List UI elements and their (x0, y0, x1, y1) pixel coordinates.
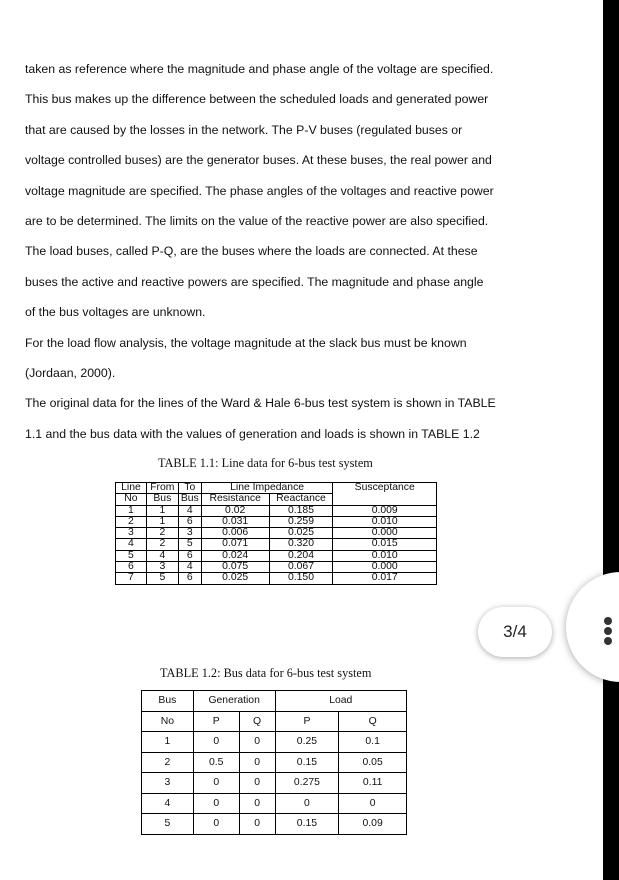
header-to: To (178, 483, 201, 494)
header-gen-p: P (193, 711, 239, 732)
table-cell: 0.15 (275, 752, 339, 773)
table-cell: 6 (178, 550, 201, 561)
text-line: are to be determined. The limits on the value of the reactive power are also specified. (25, 214, 489, 229)
header-from: From (146, 483, 178, 494)
table2-caption: TABLE 1.2: Bus data for 6-bus test system (160, 666, 372, 680)
table-cell: 0.031 (201, 516, 269, 527)
table-row (116, 539, 437, 550)
table-cell: 2 (142, 752, 194, 773)
text-line: 1.1 and the bus data with the values of generation and loads is shown in TABLE 1.2 (25, 426, 480, 441)
table-cell: 0.010 (333, 516, 437, 527)
header-susceptance: Susceptance (333, 483, 437, 506)
table-cell: 0 (239, 814, 275, 835)
header-load-q: Q (339, 711, 407, 732)
table-cell: 0.010 (333, 550, 437, 561)
text-line: (Jordaan, 2000). (25, 366, 116, 381)
table-cell: 2 (146, 528, 178, 539)
header-load: Load (275, 691, 406, 712)
table-cell: 1 (146, 505, 178, 516)
text-line: For the load flow analysis, the voltage magnitude at the slack bus must be known (25, 335, 467, 350)
table-cell: 0.185 (269, 505, 333, 516)
table-cell: 0.150 (269, 573, 333, 584)
more-options-button[interactable] (566, 572, 619, 682)
header-gen-q: Q (239, 711, 275, 732)
table-cell: 3 (146, 562, 178, 573)
table-row (142, 732, 407, 753)
table-row (142, 773, 407, 794)
line-data-table (115, 482, 437, 585)
viewer-edge (603, 0, 619, 880)
table-cell: 0 (239, 793, 275, 814)
table-cell: 2 (116, 516, 147, 527)
text-line: that are caused by the losses in the network. The P-V buses (regulated buses or (25, 122, 463, 137)
table-cell: 2 (146, 539, 178, 550)
table-cell: 0.071 (201, 539, 269, 550)
table-cell: 0.075 (201, 562, 269, 573)
table-cell: 0.024 (201, 550, 269, 561)
header-line: Line (116, 483, 147, 494)
table1-caption: TABLE 1.1: Line data for 6-bus test system (158, 456, 373, 470)
table-cell: 0 (193, 732, 239, 753)
table-cell: 0.15 (275, 814, 339, 835)
table-cell: 4 (116, 539, 147, 550)
header-line-impedance: Line Impedance (201, 483, 333, 494)
table-cell: 5 (116, 550, 147, 561)
table-cell: 0.5 (193, 752, 239, 773)
table-cell: 0.1 (339, 732, 407, 753)
header-bus: Bus (142, 691, 194, 712)
table-cell: 0.017 (333, 573, 437, 584)
table-cell: 0 (193, 773, 239, 794)
table-cell: 0 (193, 814, 239, 835)
table-cell: 0 (339, 793, 407, 814)
table-cell: 0 (193, 793, 239, 814)
table-cell: 0.25 (275, 732, 339, 753)
table-cell: 0.09 (339, 814, 407, 835)
table-cell: 3 (178, 528, 201, 539)
table-cell: 7 (116, 573, 147, 584)
page-indicator[interactable] (478, 607, 552, 657)
header-to-bus: Bus (178, 494, 201, 505)
header-generation: Generation (193, 691, 275, 712)
page-indicator-label: 3/4 (503, 622, 527, 641)
table-cell: 1 (146, 516, 178, 527)
table-cell: 3 (116, 528, 147, 539)
table-row (116, 516, 437, 527)
bus-data-rows (142, 732, 407, 835)
table-cell: 0.05 (339, 752, 407, 773)
table-cell: 6 (178, 516, 201, 527)
table-row (142, 814, 407, 835)
table-row (142, 752, 407, 773)
table-cell: 0.02 (201, 505, 269, 516)
table-cell: 5 (142, 814, 194, 835)
table-cell: 4 (178, 562, 201, 573)
table-cell: 1 (116, 505, 147, 516)
header-resistance: Resistance (201, 494, 269, 505)
table-cell: 6 (116, 562, 147, 573)
table-cell: 0.11 (339, 773, 407, 794)
table-cell: 0.006 (201, 528, 269, 539)
bus-data-table (141, 690, 407, 835)
table-cell: 0.204 (269, 550, 333, 561)
table-cell: 3 (142, 773, 194, 794)
table-cell: 1 (142, 732, 194, 753)
table-cell: 0 (275, 793, 339, 814)
header-from-bus: Bus (146, 494, 178, 505)
header-load-p: P (275, 711, 339, 732)
text-line: taken as reference where the magnitude and phase angle of the voltage are specified. (25, 62, 494, 76)
table-row (116, 505, 437, 516)
header-no: No (116, 494, 147, 505)
table-cell: 0 (239, 752, 275, 773)
table-cell: 0.025 (201, 573, 269, 584)
table-cell: 6 (178, 573, 201, 584)
line-data-rows (116, 505, 437, 584)
table-cell: 0.025 (269, 528, 333, 539)
text-line: The load buses, called P-Q, are the buses where the loads are connected. At these (25, 244, 478, 259)
table-row (116, 562, 437, 573)
table-cell: 5 (146, 573, 178, 584)
table-cell: 0.320 (269, 539, 333, 550)
header-bus-no: No (142, 711, 194, 732)
more-vert-icon (566, 572, 619, 682)
body-paragraph (25, 54, 525, 449)
table-cell: 0.067 (269, 562, 333, 573)
table-cell: 0.000 (333, 562, 437, 573)
text-line: voltage magnitude are specified. The phase angles of the voltages and reactive power (25, 183, 494, 198)
table-row (116, 573, 437, 584)
text-line: voltage controlled buses) are the generator buses. At these buses, the real power and (25, 153, 492, 168)
table-cell: 0.015 (333, 539, 437, 550)
table-cell: 4 (142, 793, 194, 814)
table-cell: 5 (178, 539, 201, 550)
text-line: of the bus voltages are unknown. (25, 305, 206, 320)
table-row (116, 550, 437, 561)
table-row (142, 793, 407, 814)
table-cell: 0 (239, 732, 275, 753)
text-line: buses the active and reactive powers are specified. The magnitude and phase angle (25, 274, 484, 289)
text-line: This bus makes up the difference between the scheduled loads and generated power (25, 92, 489, 107)
table-cell: 0.009 (333, 505, 437, 516)
table-cell: 4 (146, 550, 178, 561)
table-cell: 0 (239, 773, 275, 794)
table-cell: 4 (178, 505, 201, 516)
table-cell: 0.000 (333, 528, 437, 539)
table-cell: 0.275 (275, 773, 339, 794)
table-row (116, 528, 437, 539)
table-cell: 0.259 (269, 516, 333, 527)
header-reactance: Reactance (269, 494, 333, 505)
text-line: The original data for the lines of the Ward & Hale 6-bus test system is shown in TABLE (25, 396, 496, 411)
